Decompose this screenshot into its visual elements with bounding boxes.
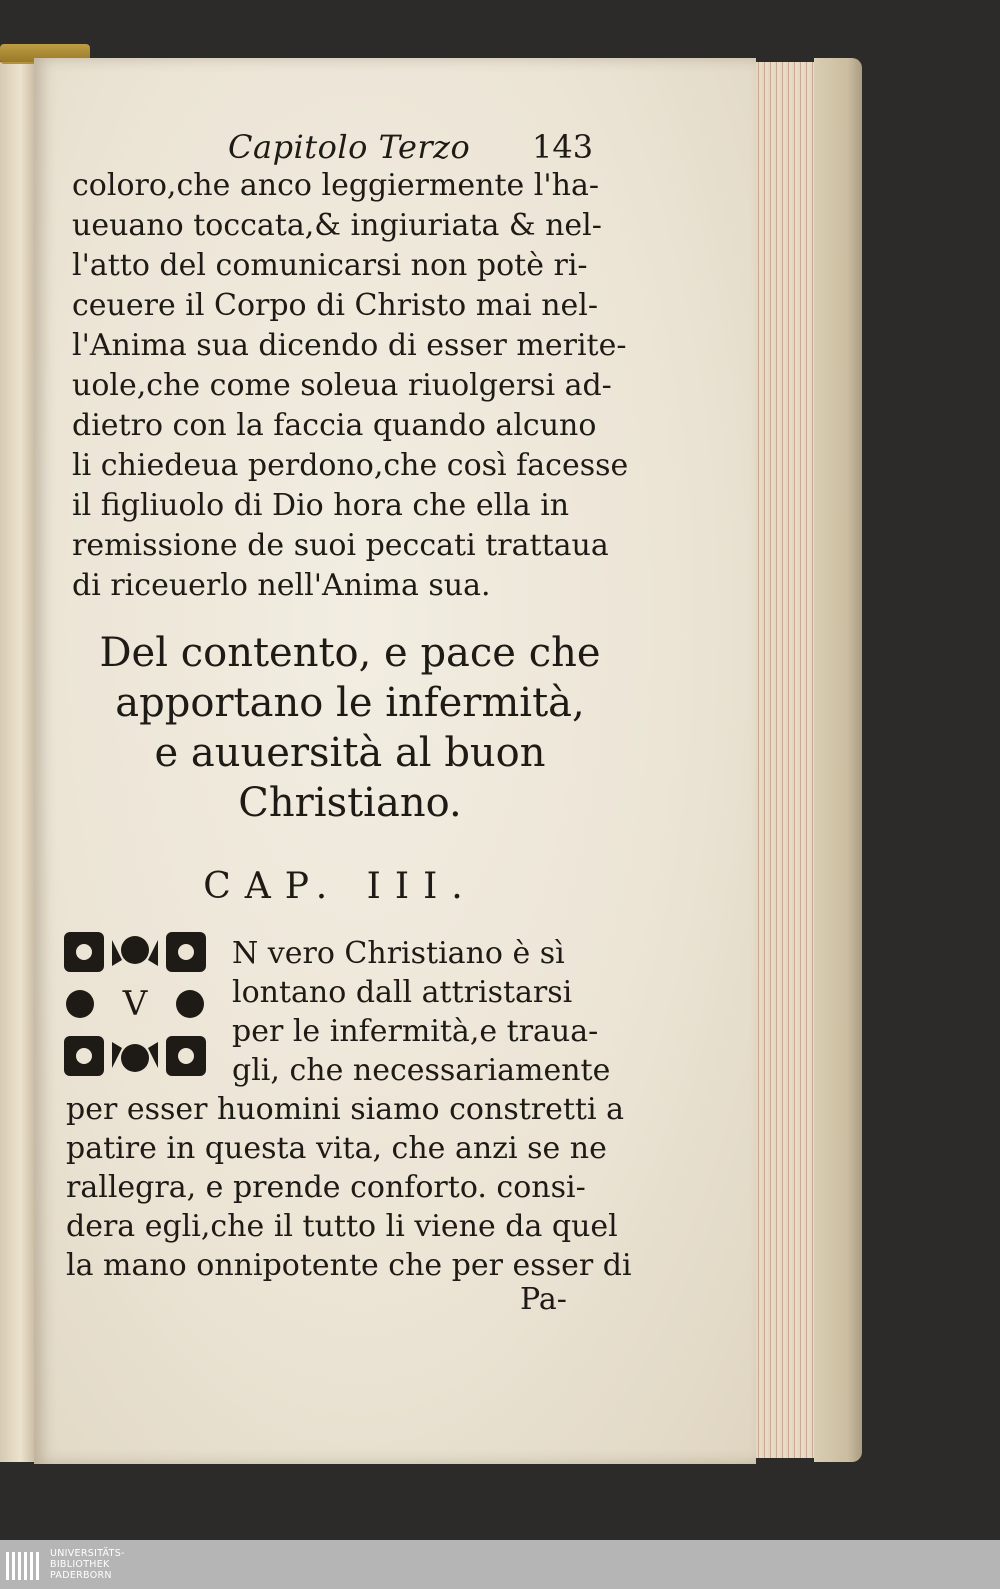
text-line: dietro con la faccia quando alcuno [72,408,597,443]
section-heading [60,628,640,828]
logo-line: UNIVERSITÄTS- [50,1548,125,1559]
text-line: l'atto del comunicarsi non potè ri- [72,248,588,283]
page-block-edge [756,62,816,1458]
text-line: per esser huomini siamo constretti a [66,1092,624,1127]
text-line: la mano onnipotente che per esser di [66,1248,632,1283]
text-line: patire in questa vita, che anzi se ne [66,1131,607,1166]
heading-line: Christiano. [238,780,462,826]
chapter-body [66,1090,632,1285]
initial-letter: V [119,984,152,1024]
logo-line: PADERBORN [50,1570,112,1581]
text-line: lontano dall attristarsi [232,975,573,1010]
left-page-edge [0,62,35,1462]
library-footer [0,1540,1000,1589]
text-line: N vero Christiano è sì [232,936,565,971]
decorated-initial [62,930,208,1078]
page-number: 143 [532,128,594,166]
text-line: gli, che necessariamente [232,1053,611,1088]
text-line: di riceuerlo nell'Anima sua. [72,568,491,603]
book-cover-edge [814,58,862,1462]
library-logo-icon [6,1550,46,1582]
catchword: Pa- [520,1282,567,1317]
heading-line: e auuersità al buon [154,730,546,776]
text-line: il figliuolo di Dio hora che ella in [72,488,570,523]
chapter-label: CAP. III. [203,866,477,907]
heading-line: Del contento, e pace che [99,630,601,676]
running-head: Capitolo Terzo [228,128,471,166]
text-line: rallegra, e prende conforto. consi- [66,1170,586,1205]
text-line: remissione de suoi peccati trattaua [72,528,609,563]
text-line: ueuano toccata,& ingiuriata & nel- [72,208,602,243]
text-line: per le infermità,e traua- [232,1014,599,1049]
logo-line: BIBLIOTHEK [50,1559,110,1570]
heading-line: apportano le infermità, [115,680,585,726]
text-line: dera egli,che il tutto li viene da quel [66,1209,618,1244]
text-line: coloro,che anco leggiermente l'ha- [72,168,599,203]
text-line: li chiedeua perdono,che così facesse [72,448,629,483]
text-line: uole,che come soleua riuolgersi ad- [72,368,612,403]
text-line: ceuere il Corpo di Christo mai nel- [72,288,599,323]
opening-paragraph [72,166,632,606]
library-logo-text [50,1548,125,1581]
text-line: l'Anima sua dicendo di esser merite- [72,328,627,363]
initial-wrap-text [232,934,622,1090]
